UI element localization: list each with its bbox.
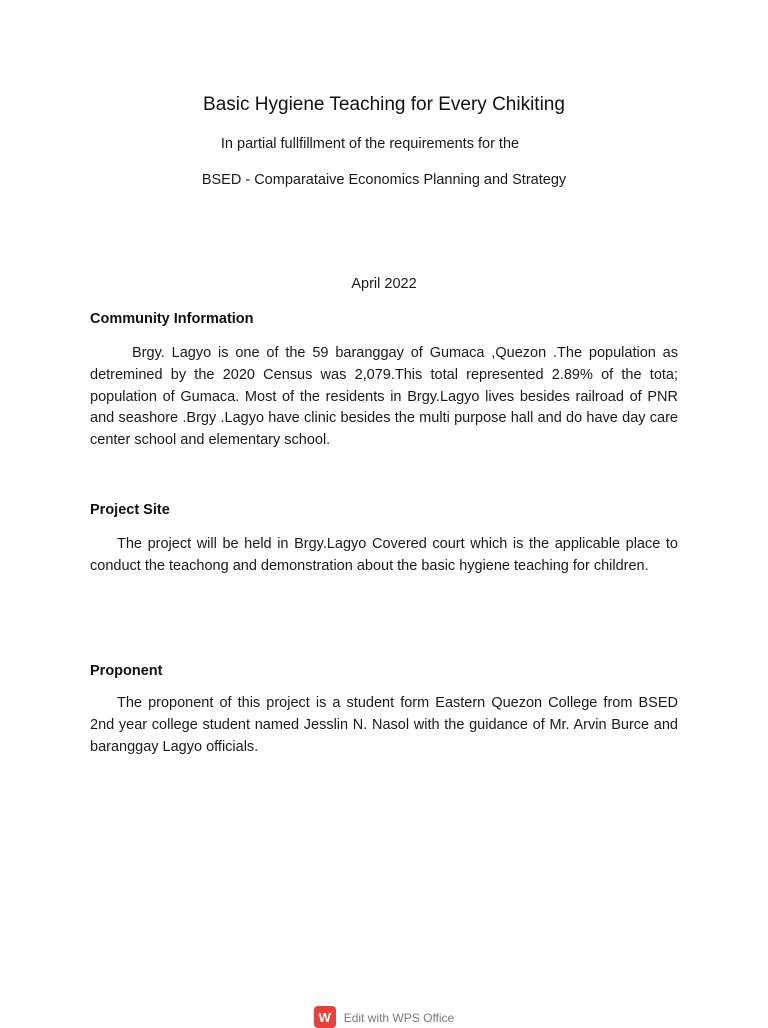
subtitle-requirements: In partial fullfillment of the requirements for the [220,136,520,152]
heading-proponent: Proponent [90,663,163,679]
wps-footer[interactable] [0,1004,768,1024]
document-date: April 2022 [351,276,417,292]
paragraph-project-site: The project will be held in Brgy.Lagyo Covered court which is the applicable place to conduct the teachong and demonstration about the basic hygiene teaching for children. [90,536,678,574]
subtitle-course: BSED - Comparataive Economics Planning and Strategy [201,172,567,188]
paragraph-community-information: Brgy. Lagyo is one of the 59 baranggay of Gumaca ,Quezon .The population as detremined by the 2020 Census was 2,079.This total represented 2.89% of the tota; population of Gumaca. Most of the residents in Brgy.Lagyo lives besides railroad of PNR and seashore .Brgy .Lagyo have clinic besides the multi purpose hall and do have day care center school and elementary school. [90,345,678,449]
heading-project-site: Project Site [90,502,170,518]
wps-logo-icon: W [314,1006,336,1028]
document-title: Basic Hygiene Teaching for Every Chikiting [203,94,565,115]
edit-with-wps-link[interactable]: Edit with WPS Office [343,1011,455,1025]
paragraph-proponent: The proponent of this project is a student form Eastern Quezon College from BSED 2nd year college student named Jesslin N. Nasol with the guidance of Mr. Arvin Burce and baranggay Lagyo officials. [90,695,678,755]
heading-community-information: Community Information [90,311,254,327]
